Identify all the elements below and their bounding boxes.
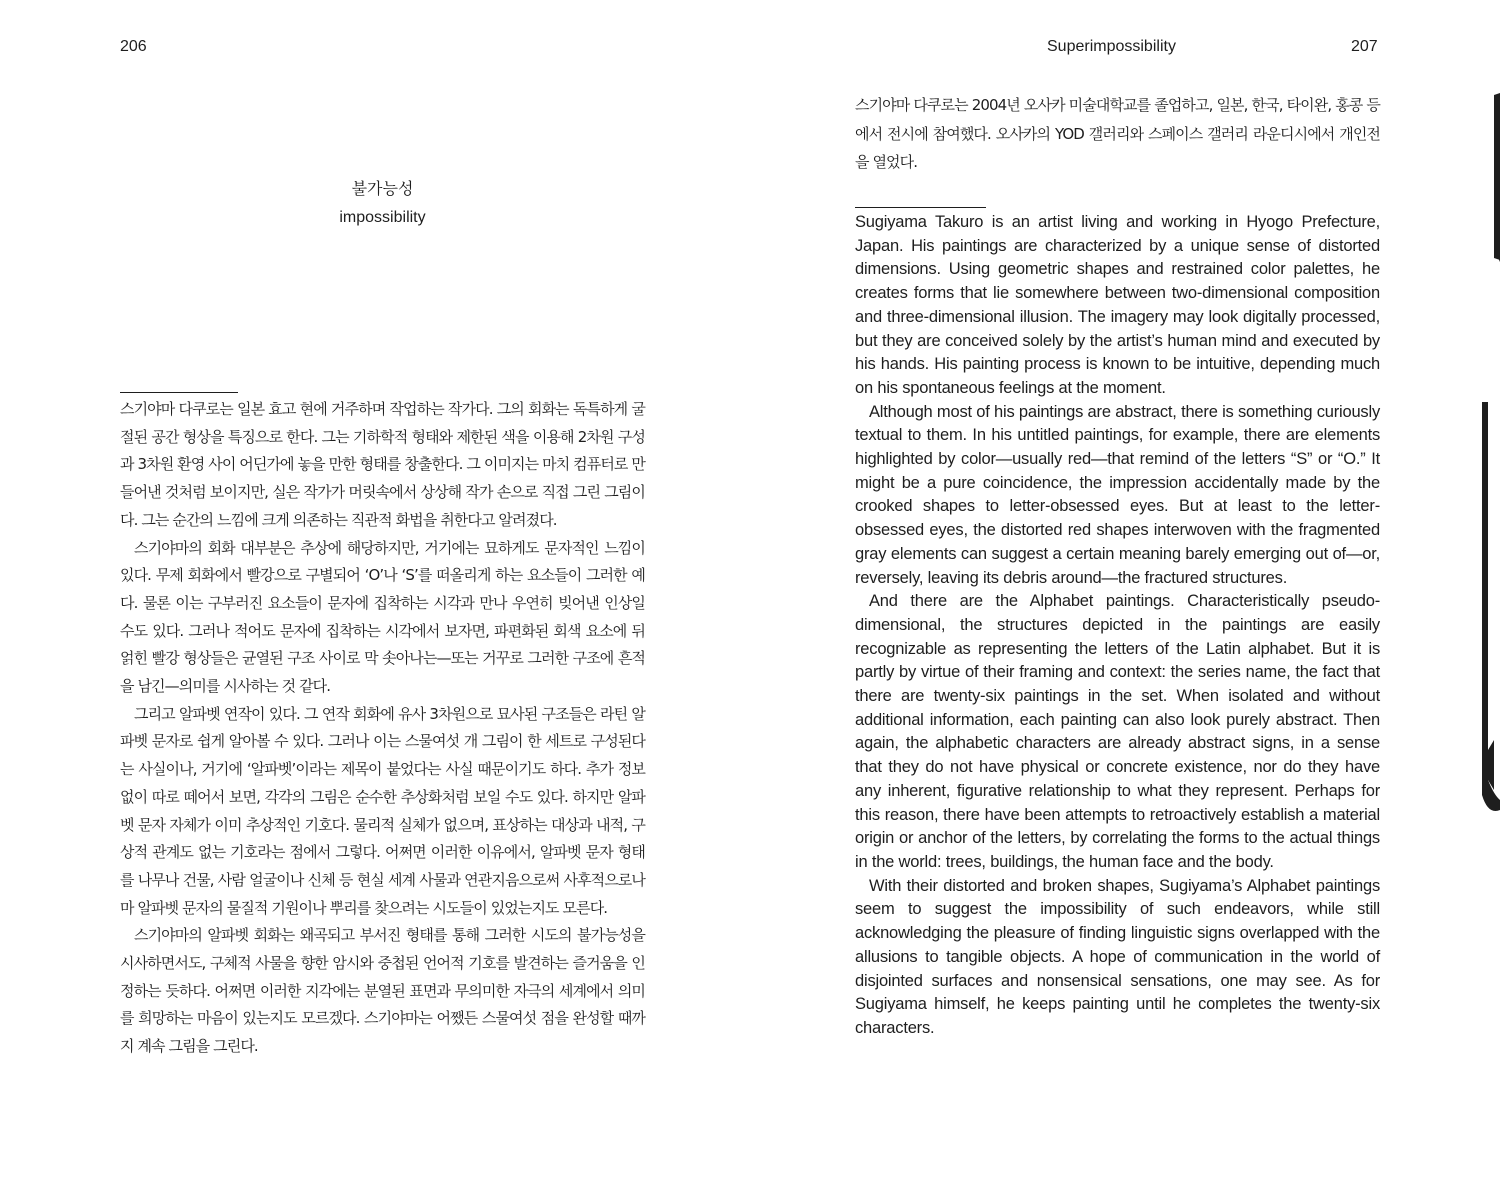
english-paragraph: And there are the Alphabet paintings. Characteristically pseudo-dimensional, the structures depicted in the paintings are easily recognizable as representing the letters of the Latin alphabet. But it is partly by virtue of their framing and context: the series name, the fact that there are twenty-six paintings in the set. When isolated and without additional information, each painting can also look purely abstract. Then again, the alphabetic characters are already abstract signs, in a sense that they do not have physical or concrete existence, nor do they have any inherent, figurative relationship to what they represent. Perhaps for this reason, there have been attempts to retroactively establish a material origin or anchor of the letters, by correlating the forms to the actual things in the world: trees, buildings, the human face and the body. <box>855 592 1380 871</box>
title-korean: 불가능성 <box>351 181 414 198</box>
korean-paragraph: 스기야마의 알파벳 회화는 왜곡되고 부서진 형태를 통해 그러한 시도의 불가능성을 시사하면서도, 구체적 사물을 향한 암시와 중첩된 언어적 기호를 발견하는 즐거움을 인정하는 듯하다. 어쩌면 이러한 지각에는 분열된 표면과 무의미한 자극의 세계에서 의미를 희망하는 마음이 있는지도 모르겠다. 스기야마는 어쨌든 스물여섯 점을 완성할 때까지 계속 그림을 그린다. <box>120 926 645 1056</box>
right-page-number: 207 <box>1351 38 1378 55</box>
korean-paragraph: 스기야마 다쿠로는 일본 효고 현에 거주하며 작업하는 작가다. 그의 회화는 독특하게 굴절된 공간 형상을 특징으로 한다. 그는 기하학적 형태와 제한된 색을 이용해 2차원 구성과 3차원 환영 사이 어딘가에 놓을 만한 형태를 창출한다. 그 이미지는 마치 컴퓨터로 만들어낸 것처럼 보이지만, 실은 작가가 머릿속에서 상상해 작가 손으로 직접 그린 그림이다. 그는 순간의 느낌에 크게 의존하는 직관적 화법을 취한다고 알려졌다. <box>120 400 645 529</box>
running-header: Superimpossibility <box>1047 38 1176 55</box>
korean-paragraph: 스기야마의 회화 대부분은 추상에 해당하지만, 거기에는 묘하게도 문자적인 느낌이 있다. 무제 회화에서 빨강으로 구별되어 ‘O’나 ‘S’를 떠올리게 하는 요소들이 그러한 예다. 물론 이는 구부러진 요소들이 문자에 집착하는 시각과 만나 우연히 빚어낸 인상일 수도 있다. 그러나 적어도 문자에 집착하는 시각에서 보자면, 파편화된 회색 요소에 뒤얽힌 빨강 형상들은 균열된 구조 사이로 막 솟아나는—또는 거꾸로 그러한 구조에 흔적을 남긴—의미를 시사하는 것 같다. <box>120 538 645 696</box>
left-page-number: 206 <box>120 38 147 55</box>
right-section-rule <box>855 207 986 208</box>
title-english: impossibility <box>339 209 426 226</box>
english-paragraph: Although most of his paintings are abstract, there is something curiously textual to them. In his untitled paintings, for example, there are elements highlighted by color—usually red—that remind of the letters “S” or “O.” It might be a pure coincidence, the impression accidentally made by the crooked shapes to letter-obsessed eyes. But at least to the letter-obsessed eyes, the distorted red shapes interwoven with the fragmented gray elements can suggest a certain meaning barely emerging out of—or, reversely, leaving its debris around—the fractured structures. <box>855 402 1380 587</box>
korean-essay <box>120 396 645 1061</box>
left-footnote-rule <box>120 392 238 393</box>
korean-artist-bio: 스기야마 다쿠로는 2004년 오사카 미술대학교를 졸업하고, 일본, 한국, 타이완, 홍콩 등에서 전시에 참여했다. 오사카의 YOD 갤러리와 스페이스 갤러리 라운디시에서 개인전을 열었다. <box>855 96 1380 171</box>
cropped-letter-graphic <box>1480 90 1500 820</box>
english-paragraph: Sugiyama Takuro is an artist living and working in Hyogo Prefecture, Japan. His paintings are characterized by a unique sense of distorted dimensions. Using geometric shapes and restrained color palettes, he creates forms that lie somewhere between two-dimensional composition and three-dimensional illusion. The imagery may look digitally processed, but they are conceived solely by the artist’s human mind and executed by his hands. His painting process is known to be intuitive, depending much on his spontaneous feelings at the moment. <box>855 213 1380 397</box>
title-block <box>280 176 485 232</box>
english-essay <box>855 211 1380 1041</box>
korean-paragraph: 그리고 알파벳 연작이 있다. 그 연작 회화에 유사 3차원으로 묘사된 구조들은 라틴 알파벳 문자로 쉽게 알아볼 수 있다. 그러나 이는 스물여섯 개 그림이 한 세트로 구성된다는 사실이나, 거기에 ‘알파벳’이라는 제목이 붙었다는 사실 때문이기도 하다. 추가 정보 없이 따로 떼어서 보면, 각각의 그림은 순수한 추상화처럼 보일 수도 있다. 하지만 알파벳 문자 자체가 이미 추상적인 기호다. 물리적 실체가 없으며, 표상하는 대상과 내적, 구상적 관계도 없는 기호라는 점에서 그렇다. 어쩌면 이러한 이유에서, 알파벳 문자 형태를 나무나 건물, 사람 얼굴이나 신체 등 현실 세계 사물과 연관지음으로써 사후적으로나마 알파벳 문자의 물질적 기원이나 뿌리를 찾으려는 시도들이 있었는지도 모른다. <box>120 704 645 917</box>
english-paragraph: With their distorted and broken shapes, Sugiyama’s Alphabet paintings seem to suggest the impossibility of such endeavors, while still acknowledging the pleasure of finding linguistic signs overlapped with the allusions to tangible objects. A hope of communication in the world of disjointed surfaces and nonsensical sensations, one may see. As for Sugiyama himself, he keeps painting until he completes the twenty-six characters. <box>855 876 1380 1037</box>
